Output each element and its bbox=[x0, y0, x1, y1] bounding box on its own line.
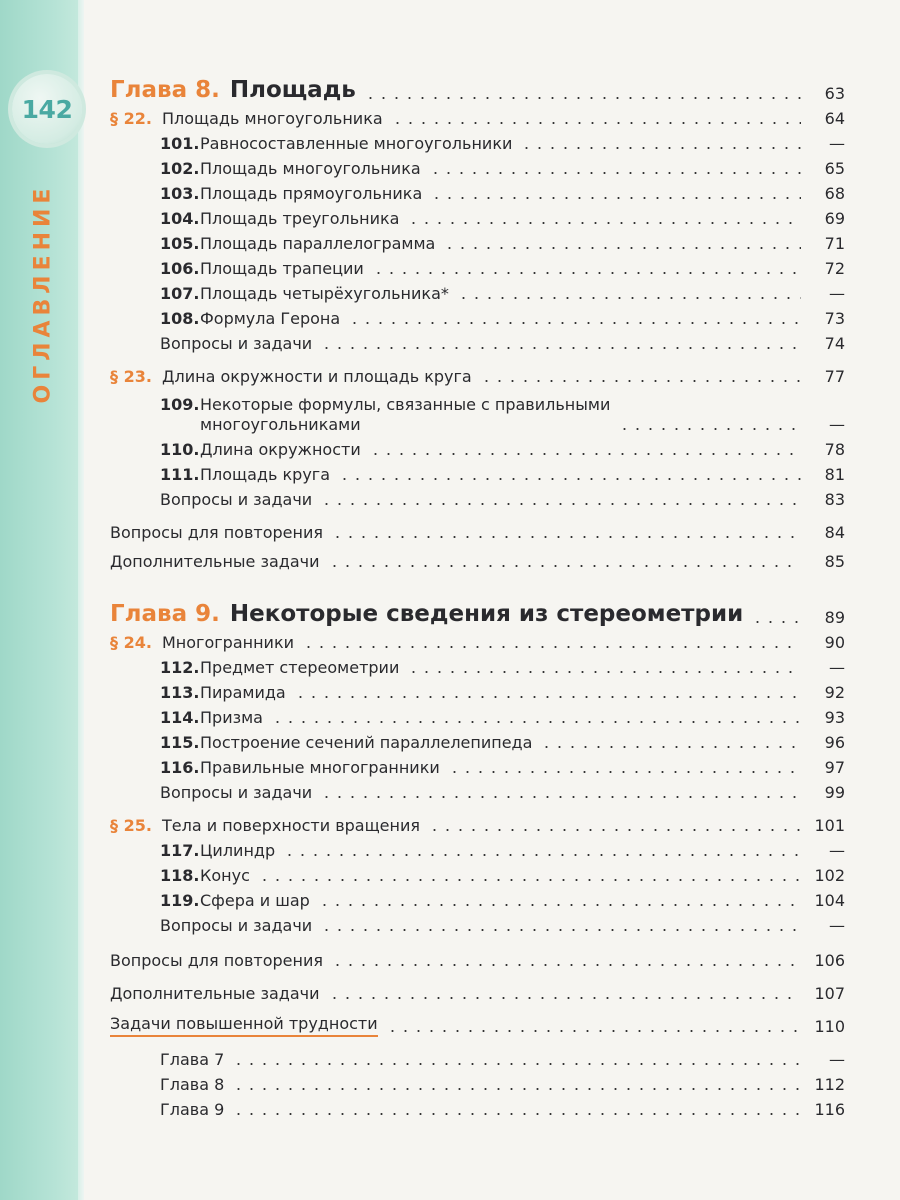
leader-dots bbox=[443, 247, 801, 249]
item-number: 118. bbox=[160, 866, 200, 885]
toc-item-118[interactable] bbox=[110, 861, 845, 886]
toc-extra-ch8[interactable] bbox=[110, 547, 845, 572]
item-title: Построение сечений параллелепипеда bbox=[200, 733, 533, 752]
page-ref: 99 bbox=[824, 783, 845, 802]
chapter-title: Площадь bbox=[229, 77, 356, 103]
paragraph-title: Площадь многоугольника bbox=[162, 109, 383, 128]
item-title: Площадь четырёхугольника* bbox=[200, 284, 449, 303]
page-number-badge bbox=[12, 74, 82, 144]
side-label bbox=[28, 178, 58, 408]
toc-paragraph-23[interactable] bbox=[110, 362, 845, 387]
chapter-title: Некоторые сведения из стереометрии bbox=[229, 601, 744, 627]
page-ref: 110 bbox=[814, 1017, 845, 1036]
leader-dots bbox=[294, 696, 801, 698]
leader-dots bbox=[331, 964, 801, 966]
toc-questions-22[interactable] bbox=[110, 329, 845, 354]
item-number: 109. bbox=[160, 395, 200, 414]
toc-review-ch9[interactable] bbox=[110, 946, 845, 971]
item-title: Конус bbox=[200, 866, 250, 885]
page-ref: 77 bbox=[824, 367, 845, 386]
leader-dots bbox=[271, 721, 801, 723]
leader-dots bbox=[430, 197, 801, 199]
leader-dots bbox=[407, 671, 801, 673]
page-ref: 102 bbox=[814, 866, 845, 885]
toc-hard-chapter-9[interactable] bbox=[110, 1095, 845, 1120]
questions-title: Вопросы и задачи bbox=[160, 490, 313, 509]
toc-questions-24[interactable] bbox=[110, 778, 845, 803]
page-ref: 92 bbox=[824, 683, 845, 702]
item-number: 111. bbox=[160, 465, 200, 484]
item-title: Сфера и шар bbox=[200, 891, 310, 910]
questions-title: Вопросы и задачи bbox=[160, 916, 313, 935]
toc-item-104[interactable] bbox=[110, 204, 845, 229]
page-ref: 68 bbox=[824, 184, 845, 203]
toc-review-ch8[interactable] bbox=[110, 518, 845, 543]
page-ref: — bbox=[829, 658, 845, 677]
toc-paragraph-22[interactable] bbox=[110, 104, 845, 129]
page-ref: — bbox=[829, 916, 845, 935]
paragraph-title: Многогранники bbox=[162, 633, 294, 652]
toc-item-102[interactable] bbox=[110, 154, 845, 179]
page-ref: 69 bbox=[824, 209, 845, 228]
paragraph-title: Длина окружности и площадь круга bbox=[162, 367, 472, 386]
item-title: Площадь трапеции bbox=[200, 259, 364, 278]
page-ref: 90 bbox=[824, 633, 845, 652]
leader-dots bbox=[338, 478, 801, 480]
toc-hard-problems[interactable] bbox=[110, 1012, 845, 1037]
paragraph-number: § 25. bbox=[110, 816, 152, 835]
page-ref: 104 bbox=[814, 891, 845, 910]
page-ref: 73 bbox=[824, 309, 845, 328]
page-ref: 65 bbox=[824, 159, 845, 178]
chapter-number: Глава 9. bbox=[110, 601, 220, 627]
toc-item-105[interactable] bbox=[110, 229, 845, 254]
item-title: Длина окружности bbox=[200, 440, 361, 459]
toc-item-112[interactable] bbox=[110, 653, 845, 678]
leader-dots bbox=[283, 854, 801, 856]
toc-item-119[interactable] bbox=[110, 886, 845, 911]
page-number: 142 bbox=[21, 94, 73, 124]
leader-dots bbox=[348, 322, 801, 324]
item-number: 117. bbox=[160, 841, 200, 860]
page-ref: — bbox=[829, 284, 845, 303]
hard-problems-title: Задачи повышенной трудности bbox=[110, 1014, 378, 1037]
toc-paragraph-24[interactable] bbox=[110, 628, 845, 653]
toc-item-109[interactable] bbox=[110, 387, 845, 435]
paragraph-number: § 23. bbox=[110, 367, 152, 386]
leader-dots bbox=[618, 428, 801, 430]
side-label-text: ОГЛАВЛЕНИЕ bbox=[30, 183, 56, 403]
item-number: 108. bbox=[160, 309, 200, 328]
sidebar-edge bbox=[78, 0, 84, 1200]
toc-hard-chapter-7[interactable] bbox=[110, 1045, 845, 1070]
item-title: Площадь треугольника bbox=[200, 209, 400, 228]
leader-dots bbox=[320, 347, 801, 349]
extra-title: Дополнительные задачи bbox=[110, 552, 320, 571]
item-number: 115. bbox=[160, 733, 200, 752]
page-ref: 63 bbox=[824, 84, 845, 103]
toc-item-116[interactable] bbox=[110, 753, 845, 778]
toc-extra-ch9[interactable] bbox=[110, 979, 845, 1004]
hard-chapter-title: Глава 8 bbox=[160, 1075, 225, 1094]
item-title-line1: Некоторые формулы, связанные с правильными bbox=[200, 395, 611, 414]
item-title: Формула Герона bbox=[200, 309, 341, 328]
toc-chapter-8[interactable] bbox=[110, 66, 845, 104]
toc-item-110[interactable] bbox=[110, 435, 845, 460]
item-number: 114. bbox=[160, 708, 200, 727]
item-title: Равносоставленные многоугольники bbox=[200, 134, 513, 153]
page-ref: — bbox=[829, 415, 845, 434]
item-title: Цилиндр bbox=[200, 841, 276, 860]
page-ref: 78 bbox=[824, 440, 845, 459]
item-title: Пирамида bbox=[200, 683, 286, 702]
toc-item-117[interactable] bbox=[110, 836, 845, 861]
page-ref: 89 bbox=[824, 608, 845, 627]
leader-dots bbox=[331, 536, 801, 538]
item-title-line2: многоугольниками bbox=[200, 415, 361, 434]
hard-chapter-title: Глава 7 bbox=[160, 1050, 225, 1069]
leader-dots bbox=[328, 997, 802, 999]
page-ref: — bbox=[829, 134, 845, 153]
leader-dots bbox=[232, 1088, 801, 1090]
page-ref: 93 bbox=[824, 708, 845, 727]
leader-dots bbox=[386, 1030, 801, 1032]
item-title: Площадь многоугольника bbox=[200, 159, 421, 178]
paragraph-title: Тела и поверхности вращения bbox=[162, 816, 421, 835]
toc-item-106[interactable] bbox=[110, 254, 845, 279]
toc-questions-25[interactable] bbox=[110, 911, 845, 936]
page-ref: 81 bbox=[824, 465, 845, 484]
item-number: 105. bbox=[160, 234, 200, 253]
leader-dots bbox=[428, 829, 801, 831]
page-ref: 85 bbox=[824, 552, 845, 571]
toc-item-107[interactable] bbox=[110, 279, 845, 304]
leader-dots bbox=[372, 272, 801, 274]
toc-paragraph-25[interactable] bbox=[110, 811, 845, 836]
item-title: Площадь прямоугольника bbox=[200, 184, 423, 203]
leader-dots bbox=[520, 147, 801, 149]
review-title: Вопросы для повторения bbox=[110, 523, 323, 542]
page-ref: 83 bbox=[824, 490, 845, 509]
page-ref: 72 bbox=[824, 259, 845, 278]
leader-dots bbox=[448, 771, 801, 773]
leader-dots bbox=[318, 904, 801, 906]
leader-dots bbox=[232, 1063, 801, 1065]
page-ref: — bbox=[829, 841, 845, 860]
toc-item-101[interactable] bbox=[110, 129, 845, 154]
leader-dots bbox=[540, 746, 801, 748]
page-ref: 106 bbox=[814, 951, 845, 970]
page-ref: 96 bbox=[824, 733, 845, 752]
item-number: 110. bbox=[160, 440, 200, 459]
chapter-number: Глава 8. bbox=[110, 77, 220, 103]
item-number: 107. bbox=[160, 284, 200, 303]
extra-title: Дополнительные задачи bbox=[110, 984, 320, 1003]
leader-dots bbox=[232, 1113, 801, 1115]
leader-dots bbox=[320, 796, 801, 798]
page-ref: 64 bbox=[824, 109, 845, 128]
item-number: 113. bbox=[160, 683, 200, 702]
leader-dots bbox=[320, 503, 801, 505]
page-ref: 71 bbox=[824, 234, 845, 253]
leader-dots bbox=[369, 453, 801, 455]
hard-chapter-title: Глава 9 bbox=[160, 1100, 225, 1119]
leader-dots bbox=[480, 380, 801, 382]
item-number: 102. bbox=[160, 159, 200, 178]
leader-dots bbox=[429, 172, 801, 174]
item-title: Правильные многогранники bbox=[200, 758, 440, 777]
item-number: 103. bbox=[160, 184, 200, 203]
leader-dots bbox=[457, 297, 801, 299]
toc-item-114[interactable] bbox=[110, 703, 845, 728]
toc-item-115[interactable] bbox=[110, 728, 845, 753]
page-ref: 112 bbox=[814, 1075, 845, 1094]
page-ref: 107 bbox=[814, 984, 845, 1003]
questions-title: Вопросы и задачи bbox=[160, 783, 313, 802]
toc-item-113[interactable] bbox=[110, 678, 845, 703]
paragraph-number: § 22. bbox=[110, 109, 152, 128]
page-ref: 116 bbox=[814, 1100, 845, 1119]
leader-dots bbox=[391, 122, 801, 124]
leader-dots bbox=[302, 646, 801, 648]
leader-dots bbox=[328, 565, 802, 567]
item-number: 119. bbox=[160, 891, 200, 910]
page-ref: 84 bbox=[824, 523, 845, 542]
paragraph-number: § 24. bbox=[110, 633, 152, 652]
toc-item-111[interactable] bbox=[110, 460, 845, 485]
page-ref: 101 bbox=[814, 816, 845, 835]
leader-dots bbox=[751, 621, 801, 623]
leader-dots bbox=[258, 879, 801, 881]
item-number: 104. bbox=[160, 209, 200, 228]
item-number: 112. bbox=[160, 658, 200, 677]
toc-chapter-9[interactable] bbox=[110, 590, 845, 628]
page-ref: — bbox=[829, 1050, 845, 1069]
item-title: Площадь круга bbox=[200, 465, 330, 484]
leader-dots bbox=[320, 929, 801, 931]
table-of-contents bbox=[110, 66, 845, 1120]
item-title: Призма bbox=[200, 708, 263, 727]
questions-title: Вопросы и задачи bbox=[160, 334, 313, 353]
review-title: Вопросы для повторения bbox=[110, 951, 323, 970]
item-number: 101. bbox=[160, 134, 200, 153]
item-number: 106. bbox=[160, 259, 200, 278]
toc-item-108[interactable] bbox=[110, 304, 845, 329]
leader-dots bbox=[407, 222, 801, 224]
toc-item-103[interactable] bbox=[110, 179, 845, 204]
leader-dots bbox=[364, 97, 801, 99]
item-title: Площадь параллелограмма bbox=[200, 234, 436, 253]
toc-hard-chapter-8[interactable] bbox=[110, 1070, 845, 1095]
page-ref: 74 bbox=[824, 334, 845, 353]
item-number: 116. bbox=[160, 758, 200, 777]
toc-questions-23[interactable] bbox=[110, 485, 845, 510]
item-title: Предмет стереометрии bbox=[200, 658, 400, 677]
page-ref: 97 bbox=[824, 758, 845, 777]
